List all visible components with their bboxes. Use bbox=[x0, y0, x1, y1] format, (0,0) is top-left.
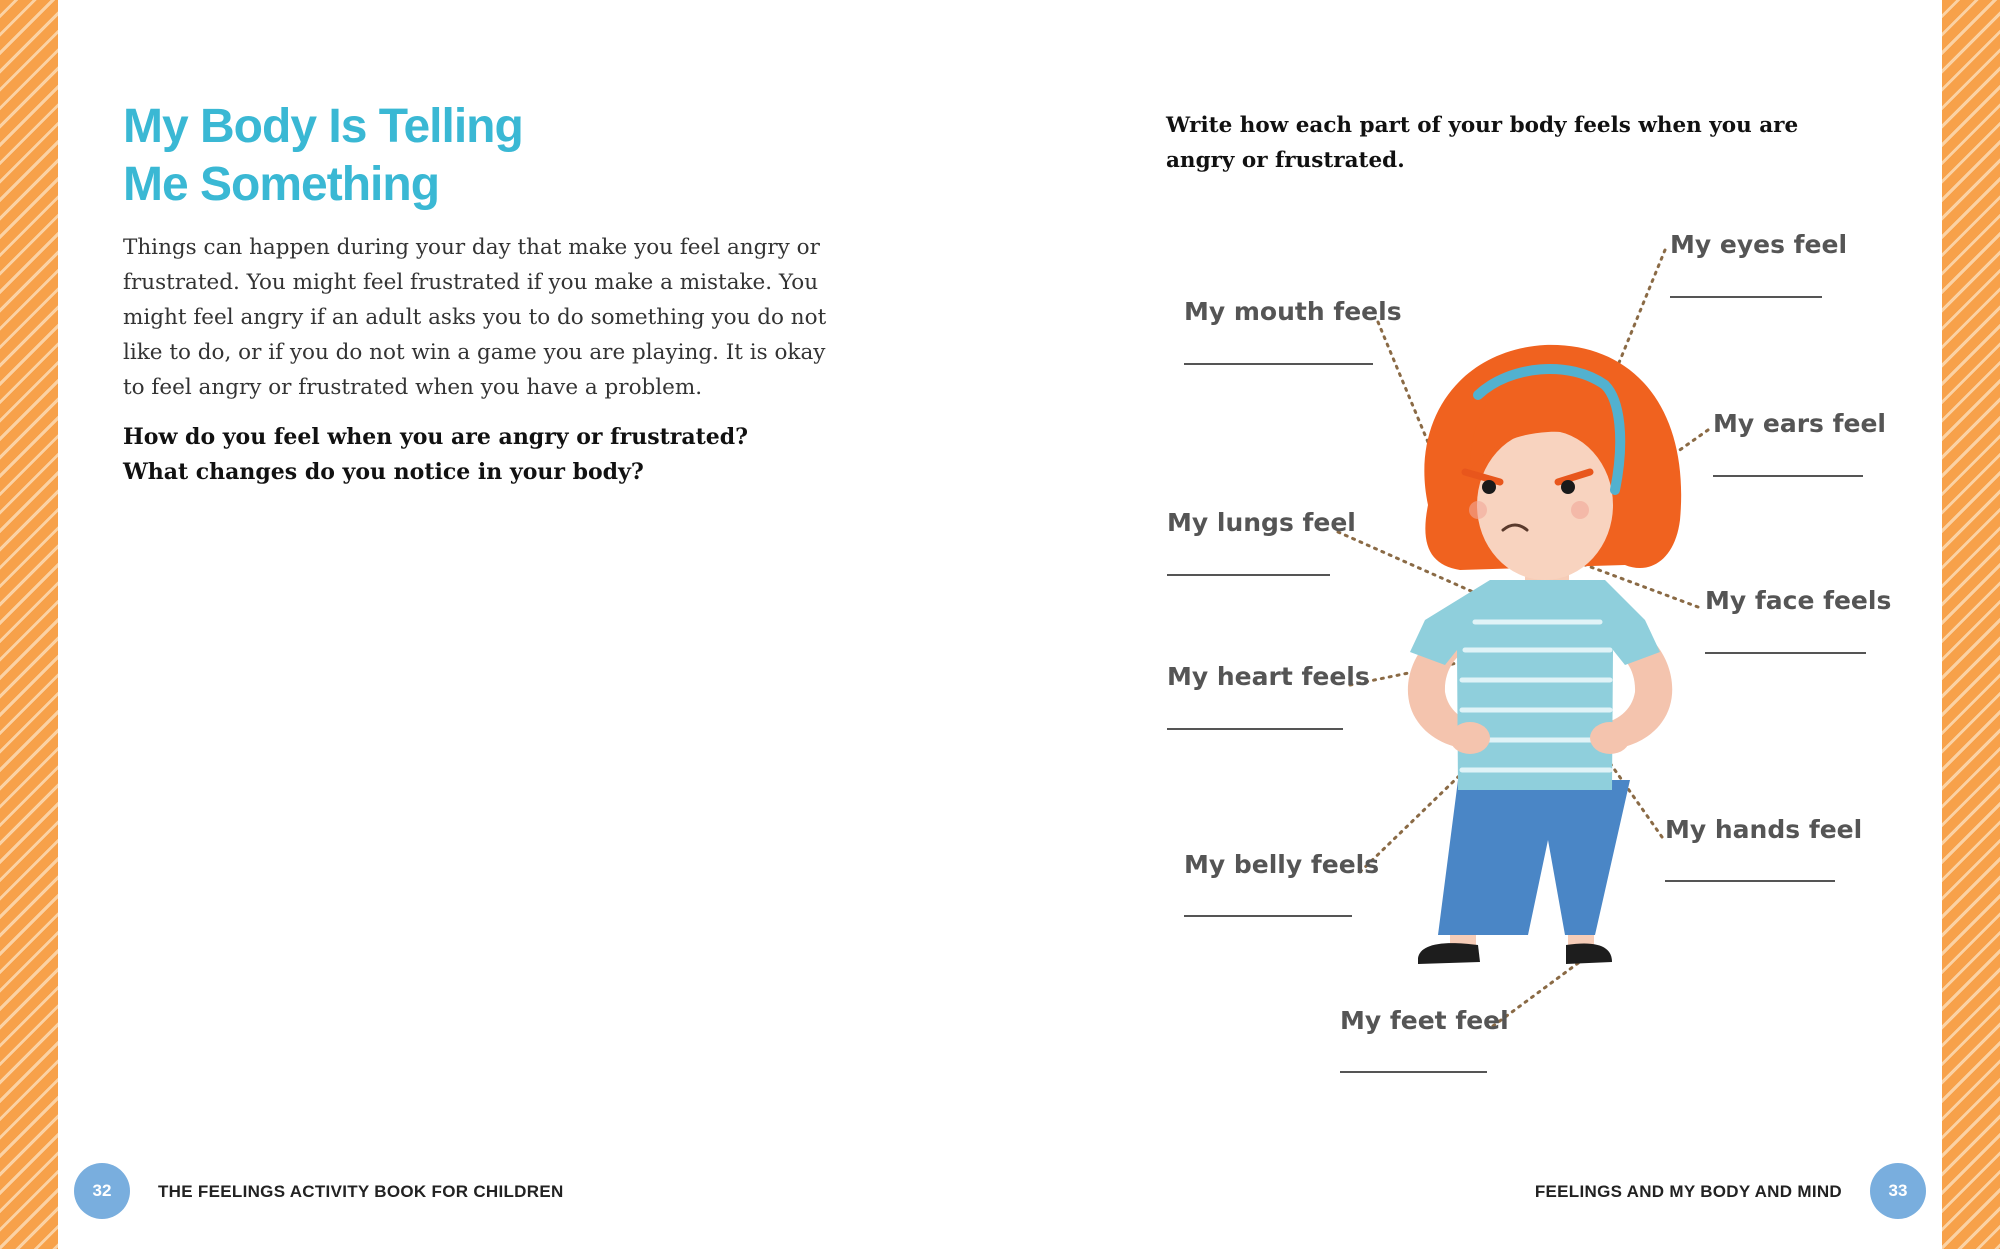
page-number-right: 33 bbox=[1870, 1163, 1926, 1219]
label-lungs: My lungs feel bbox=[1167, 508, 1356, 537]
title-line-2: Me Something bbox=[123, 158, 440, 211]
ears-answer-line[interactable] bbox=[1713, 475, 1863, 477]
question-line-1: How do you feel when you are angry or frustrated? bbox=[123, 424, 749, 450]
mouth-answer-line[interactable] bbox=[1184, 363, 1373, 365]
page-number-left: 32 bbox=[74, 1163, 130, 1219]
activity-instruction: Write how each part of your body feels when you are angry or frustrated. bbox=[1166, 113, 1799, 173]
label-heart: My heart feels bbox=[1167, 662, 1370, 691]
left-eye bbox=[1482, 480, 1496, 494]
hands-answer-line[interactable] bbox=[1665, 880, 1835, 882]
question-line-2: What changes do you notice in your body? bbox=[123, 459, 644, 485]
label-eyes: My eyes feel bbox=[1670, 230, 1848, 259]
eyes-answer-line[interactable] bbox=[1670, 296, 1822, 298]
lungs-answer-line[interactable] bbox=[1167, 574, 1330, 576]
footer-book-title: THE FEELINGS ACTIVITY BOOK FOR CHILDREN bbox=[158, 1182, 564, 1201]
jeans bbox=[1438, 780, 1630, 935]
label-hands: My hands feel bbox=[1665, 815, 1863, 844]
face-answer-line[interactable] bbox=[1705, 652, 1866, 654]
label-face: My face feels bbox=[1705, 586, 1892, 615]
right-shoe bbox=[1566, 944, 1612, 964]
shirt bbox=[1410, 580, 1660, 790]
right-eye bbox=[1561, 480, 1575, 494]
heart-answer-line[interactable] bbox=[1167, 728, 1343, 730]
right-hand bbox=[1590, 722, 1630, 754]
intro-paragraph: Things can happen during your day that make you feel angry or frustrated. You might feel frustrated if you make a mistake. You might feel angry if an adult asks you to do something you do not like to do, or if you do not win a game you are playing. It is okay to feel angry or frustrated when you have a problem. bbox=[123, 235, 827, 400]
label-belly: My belly feels bbox=[1184, 850, 1380, 879]
belly-answer-line[interactable] bbox=[1184, 915, 1352, 917]
footer-section-title: FEELINGS AND MY BODY AND MIND bbox=[1534, 1182, 1842, 1201]
left-shoe bbox=[1418, 943, 1480, 964]
label-mouth: My mouth feels bbox=[1184, 297, 1402, 326]
title-line-1: My Body Is Telling bbox=[123, 100, 523, 153]
right-cheek bbox=[1571, 501, 1589, 519]
left-cheek bbox=[1469, 501, 1487, 519]
label-feet: My feet feel bbox=[1340, 1006, 1509, 1035]
left-hand bbox=[1450, 722, 1490, 754]
face bbox=[1477, 430, 1613, 580]
label-ears: My ears feel bbox=[1713, 409, 1886, 438]
feet-answer-line[interactable] bbox=[1340, 1071, 1487, 1073]
